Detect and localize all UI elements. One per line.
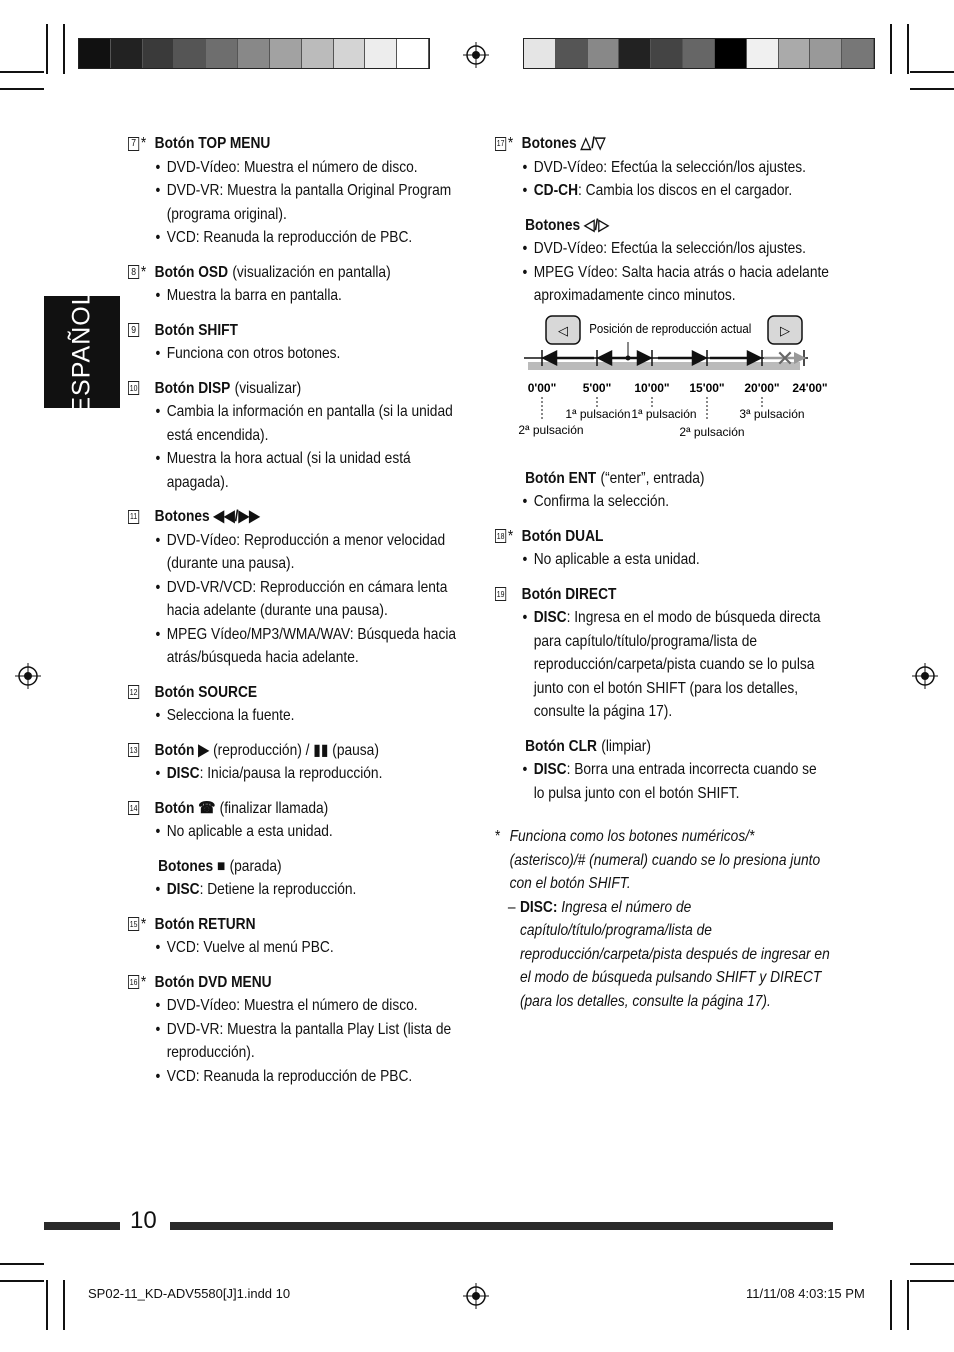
section-return: 15 * Botón RETURN • VCD: Vuelve al menú PBC.: [128, 913, 459, 960]
list-item: • Cambia la información en pantalla (si la unidad está encendida).: [167, 400, 459, 447]
crop-mark: [907, 1280, 909, 1330]
section-top-menu: 7 * Botón TOP MENU • DVD-Vídeo: Muestra el número de disco. • DVD-VR: Muestra la pantalla Original Program (programa original). • VCD: Reanuda la reproducción de PBC.: [128, 132, 459, 250]
item-number: 7: [128, 137, 139, 151]
color-swatch: [683, 39, 715, 68]
press-label: 1ª pulsación: [631, 407, 697, 421]
color-swatch: [524, 39, 556, 68]
section-shift: [128, 319, 459, 366]
current-position-label: Posición de reproducción actual: [589, 321, 752, 337]
crop-mark: [63, 24, 65, 74]
left-skip-button-icon: [546, 316, 580, 344]
crop-mark: [63, 1280, 65, 1330]
time-label: 20'00": [744, 381, 780, 395]
color-swatch: [270, 39, 302, 68]
list-item: • DVD-Vídeo: Efectúa la selección/los ajustes.: [534, 156, 831, 180]
crop-mark: [890, 24, 892, 74]
item-number: 14: [128, 801, 139, 815]
section-title: Botón SOURCE: [154, 683, 258, 701]
time-label: 5'00": [582, 381, 612, 395]
crop-mark: [46, 24, 48, 74]
color-swatch: [302, 39, 334, 68]
footnote-dash-item: – DISC: Ingresa el número de capítulo/título/programa/lista de reproducción/carpeta/pista después de ingresar en el modo de búsqueda pulsando SHIFT y DIRECT (para los detalles, consulte la página 17).: [507, 898, 830, 1010]
color-swatch: [747, 39, 779, 68]
color-swatch: [334, 39, 366, 68]
section-play-pause: 13 Botón ▶ (reproducción) / ▮▮ (pausa) • DISC: Inicia/pausa la reproducción.: [128, 739, 459, 786]
crop-mark: [0, 1280, 44, 1282]
press-label: 1ª pulsación: [565, 407, 631, 421]
section-title: Botón SHIFT: [154, 321, 238, 339]
item-number: 9: [128, 323, 139, 337]
color-swatch: [365, 39, 397, 68]
crop-mark: [890, 1280, 892, 1330]
section-source: [128, 681, 459, 728]
color-swatch: [238, 39, 270, 68]
footnote: * Funciona como los botones numéricos/* (asterisco)/# (numeral) cuando se lo presiona junto con el botón SHIFT. – DISC: Ingresa el número de capítulo/título/programa/lista de reproducción/carpeta/pista después de ingresar en el modo de búsqueda pulsando SHIFT y DIRECT (para los detalles, consulte la página 17).: [495, 825, 830, 1013]
section-title: Botón DVD MENU: [154, 973, 272, 991]
color-swatch: [143, 39, 175, 68]
list-item: • MPEG Vídeo: Salta hacia atrás o hacia adelante aproximadamente cinco minutos.: [534, 261, 831, 308]
section-osd: 8 * Botón OSD (visualización en pantalla) • Muestra la barra en pantalla.: [128, 261, 459, 308]
section-title: Botones △/▽: [521, 135, 606, 152]
press-label: 3ª pulsación: [739, 407, 805, 421]
item-number: 17: [495, 137, 506, 151]
item-number: 16: [128, 975, 139, 989]
item-number: 18: [495, 529, 506, 543]
crop-mark: [910, 1263, 954, 1265]
color-swatch: [842, 39, 874, 68]
crop-mark: [910, 88, 954, 90]
crop-mark: [0, 71, 44, 73]
section-dual: 18 * Botón DUAL • No aplicable a esta unidad.: [495, 525, 830, 572]
crop-mark: [910, 71, 954, 73]
list-item: • Funciona con otros botones.: [167, 342, 459, 366]
section-title: Botón OSD: [154, 263, 229, 281]
color-swatch: [651, 39, 683, 68]
list-item: • VCD: Reanuda la reproducción de PBC.: [167, 1065, 459, 1089]
color-swatch: [715, 39, 747, 68]
slug-date: 11/11/08 4:03:15 PM: [746, 1286, 865, 1301]
crop-mark: [46, 1280, 48, 1330]
color-swatch: [810, 39, 842, 68]
list-item: • Selecciona la fuente.: [167, 704, 459, 728]
time-label: 24'00": [792, 381, 828, 395]
list-item: • DVD-Vídeo: Muestra el número de disco.: [167, 156, 459, 180]
section-title: Botón DUAL: [521, 527, 604, 545]
language-label: ESPAÑOL: [67, 290, 96, 414]
list-item: • MPEG Vídeo/MP3/WMA/WAV: Búsqueda hacia atrás/búsqueda hacia adelante.: [167, 623, 459, 670]
color-swatch: [111, 39, 143, 68]
list-item: • Muestra la barra en pantalla.: [167, 284, 459, 308]
color-swatch: [79, 39, 111, 68]
time-label: 0'00": [527, 381, 557, 395]
section-end-call: 14 Botón ☎ (finalizar llamada) • No aplicable a esta unidad. Botones ■ (parada) • DISC: Detiene la reproducción.: [128, 797, 459, 902]
list-item: • CD-CH: Cambia los discos en el cargador.: [534, 179, 831, 203]
section-title: Botón ☎: [154, 799, 216, 817]
list-item: • No aplicable a esta unidad.: [534, 548, 831, 572]
press-label: 2ª pulsación: [679, 425, 745, 439]
subsection-title-left-right: Botones ◁/▷: [525, 216, 609, 234]
color-swatch: [174, 39, 206, 68]
list-item: • DVD-VR/VCD: Reproducción en cámara lenta hacia adelante (durante una pausa).: [167, 576, 459, 623]
list-item: • VCD: Reanuda la reproducción de PBC.: [167, 226, 459, 250]
item-number: 15: [128, 917, 139, 931]
section-direct: [495, 583, 830, 806]
footer-rule-left: [44, 1222, 120, 1230]
color-calibration-bar-right: [523, 38, 875, 69]
color-calibration-bar-left: [78, 38, 430, 69]
section-title: Botón ▶: [154, 741, 209, 759]
item-number: 12: [128, 685, 139, 699]
time-label: 15'00": [689, 381, 725, 395]
section-title: Botones ◀◀/▶▶: [154, 508, 260, 525]
crop-mark: [907, 24, 909, 74]
slug-file: SP02-11_KD-ADV5580[J]1.indd 10: [88, 1286, 291, 1301]
color-swatch: [779, 39, 811, 68]
section-ent: [495, 467, 830, 514]
list-item: • DISC: Ingresa en el modo de búsqueda directa para capítulo/título/programa/lista de reproducción/carpeta/pista cuando se lo pulsa junto con el botón SHIFT (para los detalles, consulte la página 17).: [534, 606, 831, 724]
svg-text:▷: ▷: [780, 324, 790, 339]
subsection-title-clr: Botón CLR (limpiar): [525, 737, 651, 755]
subsection-title-ent: Botón ENT (“enter”, entrada): [525, 469, 705, 487]
language-side-tab: [44, 290, 120, 414]
registration-mark-icon: [463, 42, 489, 68]
list-item: • DVD-VR: Muestra la pantalla Play List (lista de reproducción).: [167, 1018, 459, 1065]
color-swatch: [588, 39, 620, 68]
item-number: 13: [128, 743, 139, 757]
color-swatch: [619, 39, 651, 68]
item-number: 19: [495, 587, 506, 601]
list-item: • VCD: Vuelve al menú PBC.: [167, 936, 459, 960]
registration-mark-icon: [912, 663, 938, 689]
skip-timeline-diagram: [518, 312, 848, 442]
section-title: Botón DISP: [154, 379, 231, 397]
list-item: • DVD-VR: Muestra la pantalla Original Program (programa original).: [167, 179, 459, 226]
no-skip-icon: ✕: [775, 347, 795, 372]
section-dvd-menu: 16 * Botón DVD MENU • DVD-Vídeo: Muestra el número de disco. • DVD-VR: Muestra la pantalla Play List (lista de reproducción). • VCD: Reanuda la reproducción de PBC.: [128, 971, 459, 1089]
item-number: 8: [128, 265, 139, 279]
list-item: • DVD-Vídeo: Muestra el número de disco.: [167, 994, 459, 1018]
list-item: • DISC: Inicia/pausa la reproducción.: [167, 762, 459, 786]
section-title: Botón TOP MENU: [154, 135, 271, 152]
color-swatch: [397, 39, 429, 68]
list-item: • DISC: Borra una entrada incorrecta cuando se lo pulsa junto con el botón SHIFT.: [534, 758, 831, 805]
section-title: Botón RETURN: [154, 915, 256, 933]
color-swatch: [206, 39, 238, 68]
left-column: [128, 132, 459, 1099]
footnote-text: Funciona como los botones numéricos/* (asterisco)/# (numeral) cuando se lo presiona junto con el botón SHIFT.: [509, 828, 821, 892]
item-number: 11: [128, 510, 139, 524]
crop-mark: [0, 88, 44, 90]
color-swatch: [556, 39, 588, 68]
item-number: 10: [128, 381, 139, 395]
crop-mark: [0, 1263, 44, 1265]
list-item: • Confirma la selección.: [534, 490, 831, 514]
svg-text:◁: ◁: [558, 324, 568, 339]
right-column: [495, 132, 830, 1013]
subsection-title-stop: Botones ■ (parada): [158, 857, 282, 875]
page-number: 10: [130, 1207, 157, 1234]
registration-mark-icon: [463, 1283, 489, 1309]
list-item: • Muestra la hora actual (si la unidad está apagada).: [167, 447, 459, 494]
list-item: • DVD-Vídeo: Reproducción a menor velocidad (durante una pausa).: [167, 529, 459, 576]
section-up-down-buttons: 17 * Botones △/▽ • DVD-Vídeo: Efectúa la selección/los ajustes. • CD-CH: Cambia los discos en el cargador. Botones ◁/▷ • DVD-Vídeo: Efectúa la selección/los ajustes. • MPEG Vídeo: Salta hacia atrás o hacia adelante aproximadamente cinco minutos.: [495, 132, 830, 308]
time-label: 10'00": [634, 381, 670, 395]
section-seek-buttons: [128, 505, 459, 670]
registration-mark-icon: [15, 663, 41, 689]
list-item: • DISC: Detiene la reproducción.: [167, 878, 459, 902]
press-label: 2ª pulsación: [518, 423, 584, 437]
section-disp: 10 Botón DISP (visualizar) • Cambia la información en pantalla (si la unidad está encendida). • Muestra la hora actual (si la unidad está apagada).: [128, 377, 459, 495]
right-skip-button-icon: [768, 316, 802, 344]
footer-rule-right: [170, 1222, 833, 1230]
list-item: • No aplicable a esta unidad.: [167, 820, 459, 844]
crop-mark: [910, 1280, 954, 1282]
section-title: Botón DIRECT: [521, 585, 617, 603]
list-item: • DVD-Vídeo: Efectúa la selección/los ajustes.: [534, 237, 831, 261]
